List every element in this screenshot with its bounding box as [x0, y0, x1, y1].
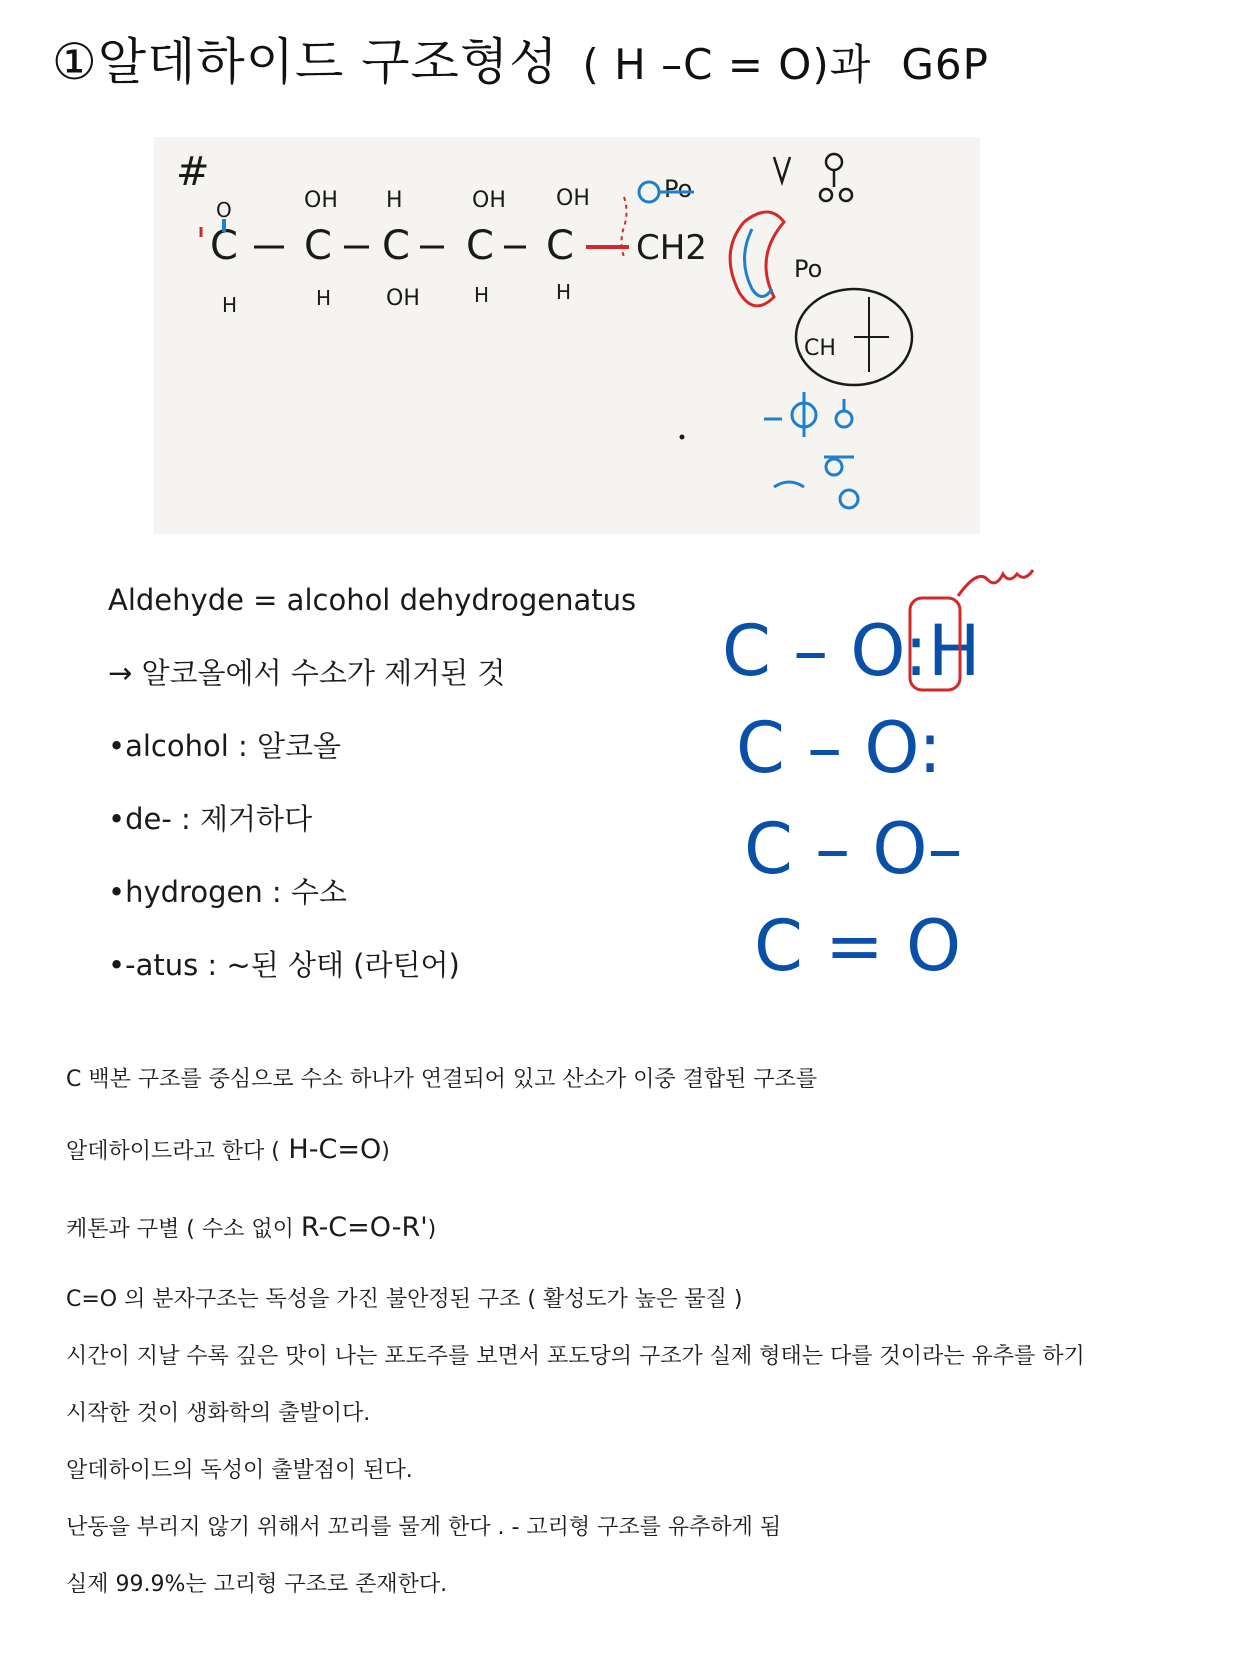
oh-label-2: OH	[386, 286, 420, 311]
note-line-9: 실제 99.9%는 고리형 구조로 존재한다.	[66, 1572, 448, 1597]
note-line-6: 시작한 것이 생화학의 출발이다.	[66, 1401, 371, 1426]
ch2-label: CH2	[636, 228, 707, 268]
ch-label: CH	[804, 336, 836, 361]
h-label-5: H	[556, 280, 572, 304]
note-line-4: C=O 의 분자구조는 독성을 가진 불안정된 구조 ( 활성도가 높은 물질 )	[66, 1287, 743, 1312]
hash-label: #	[176, 149, 210, 195]
structure-line-1: C – O:H	[722, 610, 981, 692]
structure-line-3: C – O–	[744, 808, 963, 890]
po-label-2: Po	[794, 255, 823, 283]
title-prefix: ①알데하이드 구조형성	[52, 33, 559, 91]
oh-label-1: OH	[304, 188, 338, 213]
note-line-3: 케톤과 구별 ( 수소 없이 R-C=O-R')	[66, 1212, 437, 1243]
structure-line-2: C – O:	[736, 707, 942, 789]
glossary-item: •-atus : ~된 상태 (라틴어)	[108, 948, 460, 982]
h-label-1: H	[222, 293, 238, 317]
o-label-1: O	[216, 198, 232, 222]
h-label-4: H	[474, 283, 490, 307]
note-line-8: 난동을 부리지 않기 위해서 꼬리를 물게 한다 . - 고리형 구조를 유추하게 됨	[66, 1515, 782, 1540]
c-label-5: C	[546, 223, 574, 269]
title-formula: ( H –C = O)과	[582, 40, 872, 89]
c-label-3: C	[382, 223, 410, 269]
c-label-2: C	[304, 223, 332, 269]
page-title	[52, 22, 989, 94]
note-line-1: C 백본 구조를 중심으로 수소 하나가 연결되어 있고 산소가 이중 결합된 구조를	[66, 1067, 818, 1092]
note-line-5: 시간이 지날 수록 깊은 맛이 나는 포도주를 보면서 포도당의 구조가 실제 형태는 다를 것이라는 유추를 하기	[66, 1344, 1085, 1369]
glossary-item: Aldehyde = alcohol dehydrogenatus	[108, 583, 637, 617]
glossary-item: •de- : 제거하다	[108, 802, 313, 836]
structure-line-4: C = O	[754, 905, 962, 987]
title-g6p: G6P	[901, 40, 989, 89]
h-label-3: H	[386, 188, 403, 213]
oh-label-3: OH	[472, 188, 506, 213]
c-label-4: C	[466, 223, 494, 269]
c-label-1: C	[210, 223, 238, 269]
h-label-2: H	[316, 286, 332, 310]
molecule-sketch-figure	[154, 137, 980, 534]
oh-label-4: OH	[556, 186, 590, 211]
note-line-7: 알데하이드의 독성이 출발점이 된다.	[66, 1458, 413, 1483]
etymology-list	[108, 578, 636, 1016]
handwritten-structures	[700, 560, 1040, 990]
glossary-item: •hydrogen : 수소	[108, 875, 347, 909]
po-label-1: Po	[664, 175, 693, 203]
handwritten-molecule-sketch	[154, 137, 980, 534]
note-line-2: 알데하이드라고 한다 ( H-C=O)	[66, 1134, 390, 1165]
glossary-item: •alcohol : 알코올	[108, 729, 342, 763]
glossary-item: → 알코올에서 수소가 제거된 것	[108, 656, 506, 690]
